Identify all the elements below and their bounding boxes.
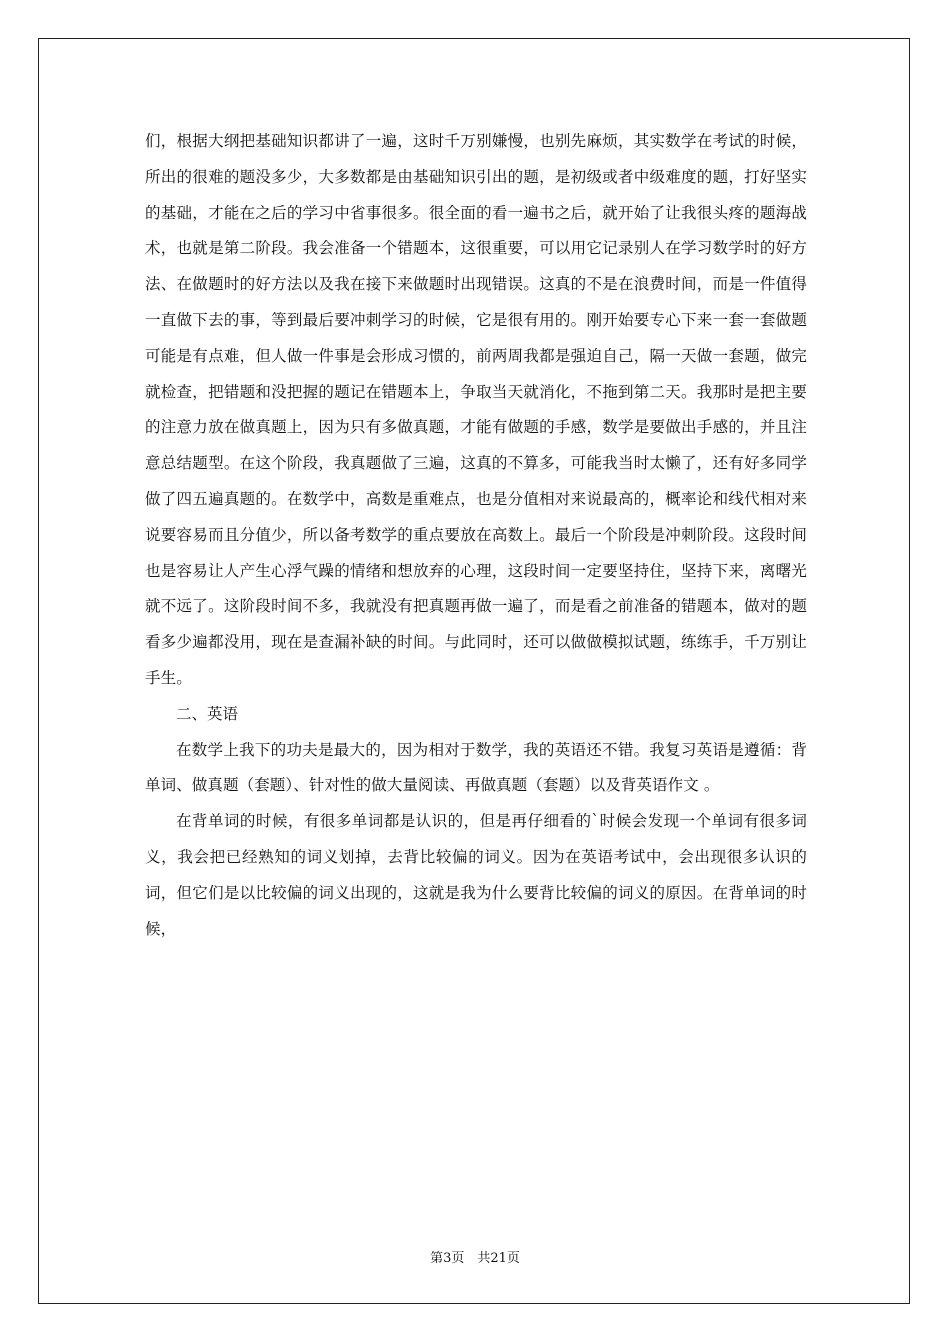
section-heading-english: 二、英语 [176, 704, 239, 723]
paragraph-english-method: 在数学上我下的功夫是最大的，因为相对于数学，我的英语还不错。我复习英语是遵循：背单词、做真题（套题）、针对性的做大量阅读、再做真题（套题）以及背英语作文 。 [145, 740, 807, 795]
paragraph-vocabulary: 在背单词的时候，有很多单词都是认识的，但是再仔细看的`时候会发现一个单词有很多词义，我会把已经熟知的词义划掉，去背比较偏的词义。因为在英语考试中，会出现很多认识的词，但它们是以比较偏的词义出现的，这就是我为什么要背比较偏的词义的原因。在背单词的时候， [145, 812, 807, 938]
paragraph-math-continued: 们，根据大纲把基础知识都讲了一遍，这时千万别嫌慢，也别先麻烦，其实数学在考试的时候，所出的很难的题没多少，大多数都是由基础知识引出的题，是初级或者中级难度的题，打好坚实的基础，才能在之后的学习中省事很多。很全面的看一遍书之后，就开始了让我很头疼的题海战术，也就是第二阶段。我会准备一个错题本，这很重要，可以用它记录别人在学习数学时的好方法、在做题时的好方法以及我在接下来做题时出现错误。这真的不是在浪费时间，而是一件值得一直做下去的事，等到最后要冲刺学习的时候，它是很有用的。刚开始要专心下来一套一套做题可能是有点难，但人做一件事是会形成习惯的，前两周我都是强迫自己，隔一天做一套题，做完就检查，把错题和没把握的题记在错题本上，争取当天就消化，不拖到第二天。我那时是把主要的注意力放在做真题上，因为只有多做真题，才能有做题的手感，数学是要做出手感的，并且注意总结题型。在这个阶段，我真题做了三遍，这真的不算多，可能我当时太懒了，还有好多同学做了四五遍真题的。在数学中，高数是重难点，也是分值相对来说最高的，概率论和线代相对来说要容易而且分值少，所以备考数学的重点要放在高数上。最后一个阶段是冲刺阶段。这段时间也是容易让人产生心浮气躁的情绪和想放弃的心理，这段时间一定要坚持住，坚持下来，离曙光就不远了。这阶段时间不多，我就没有把真题再做一遍了，而是看之前准备的错题本，做对的题看多少遍都没用，现在是查漏补缺的时间。与此同时，还可以做做模拟试题，练练手，千万别让手生。 [145, 132, 807, 687]
page-number-footer: 第3页 共21页 [430, 1251, 520, 1266]
document-body [145, 124, 807, 947]
